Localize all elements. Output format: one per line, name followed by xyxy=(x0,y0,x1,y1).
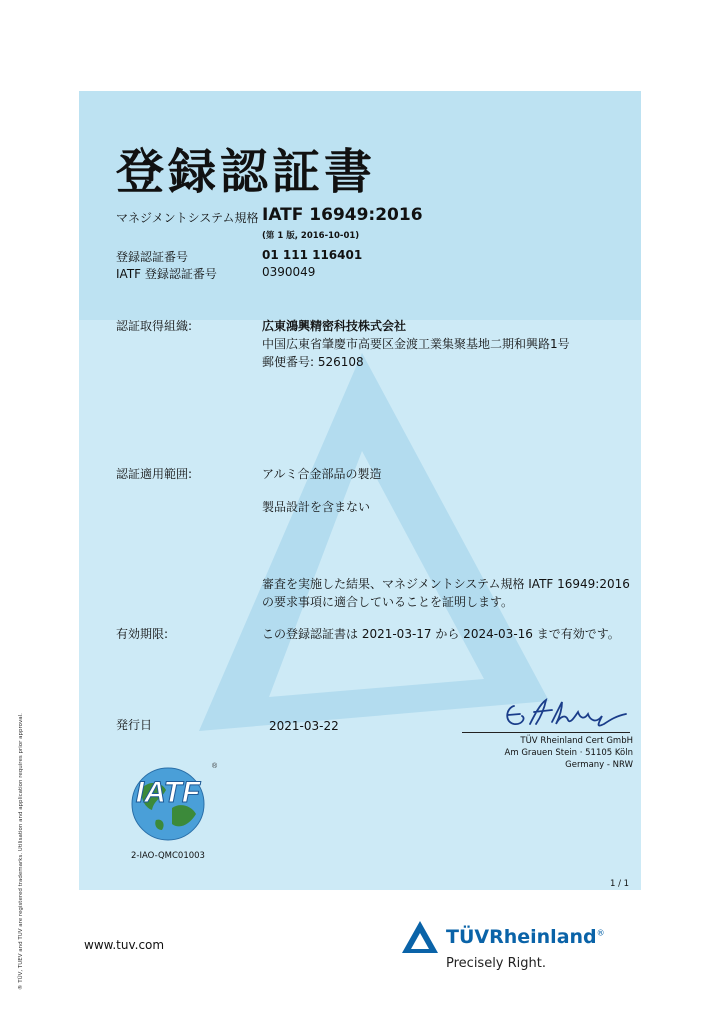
website-link[interactable]: www.tuv.com xyxy=(84,938,165,952)
issuer-street: Am Grauen Stein · 51105 Köln xyxy=(504,748,633,758)
page-number: 1 / 1 xyxy=(610,879,630,889)
issue-date: 2021-03-22 xyxy=(269,719,339,733)
issuer-name: TÜV Rheinland Cert GmbH xyxy=(520,736,633,746)
standard-value: IATF 16949:2016 xyxy=(262,205,423,225)
org-label: 認証取得組織: xyxy=(116,319,193,333)
scope-value: アルミ合金部品の製造 xyxy=(262,467,382,481)
iatf-logo xyxy=(116,758,220,844)
edition-note: (第 1 版, 2016-10-01) xyxy=(262,231,360,241)
reg-no-value: 01 111 116401 xyxy=(262,248,363,262)
scope-exclusion: 製品設計を含まない xyxy=(262,500,371,514)
svg-text:®: ® xyxy=(212,763,218,770)
scope-label: 認証適用範囲: xyxy=(116,467,193,481)
signature-line xyxy=(462,732,630,733)
iatf-no-label: IATF 登録認証番号 xyxy=(116,267,217,281)
standard-label: マネジメントシステム規格 xyxy=(116,211,259,225)
trademark-note: ® TÜV, TUEV and TUV are registered trademarks. Utilisation and application requires prior approval. xyxy=(18,713,24,990)
reg-no-label: 登録認証番号 xyxy=(116,250,189,264)
validity-value: この登録認証書は 2021-03-17 から 2024-03-16 まで有効です。 xyxy=(262,627,620,641)
org-name: 広東鴻興精密科技株式会社 xyxy=(262,319,407,333)
iatf-no-value: 0390049 xyxy=(262,265,316,279)
iatf-logo-text: IATF xyxy=(135,776,201,809)
issuer-country: Germany - NRW xyxy=(565,760,633,770)
iatf-code: 2-IAO-QMC01003 xyxy=(131,851,205,861)
org-postal: 郵便番号: 526108 xyxy=(262,355,364,369)
issue-label: 発行日 xyxy=(116,718,153,732)
org-address: 中国広東省肇慶市高要区金渡工業集聚基地二期和興路1号 xyxy=(262,337,570,351)
statement-line2: の要求事項に適合していることを証明します。 xyxy=(262,595,514,609)
tuv-brand-name: TÜVRheinland xyxy=(446,926,597,948)
tuv-brand xyxy=(446,926,605,948)
tuv-brand-reg: ® xyxy=(596,928,605,938)
certificate-title: 登録認証書 xyxy=(116,144,377,200)
signature xyxy=(500,694,630,734)
validity-label: 有効期限: xyxy=(116,627,169,641)
statement-line1: 審査を実施した結果、マネジメントシステム規格 IATF 16949:2016 xyxy=(262,577,630,591)
tuv-slogan: Precisely Right. xyxy=(446,956,547,971)
tuv-triangle-icon xyxy=(400,919,440,955)
